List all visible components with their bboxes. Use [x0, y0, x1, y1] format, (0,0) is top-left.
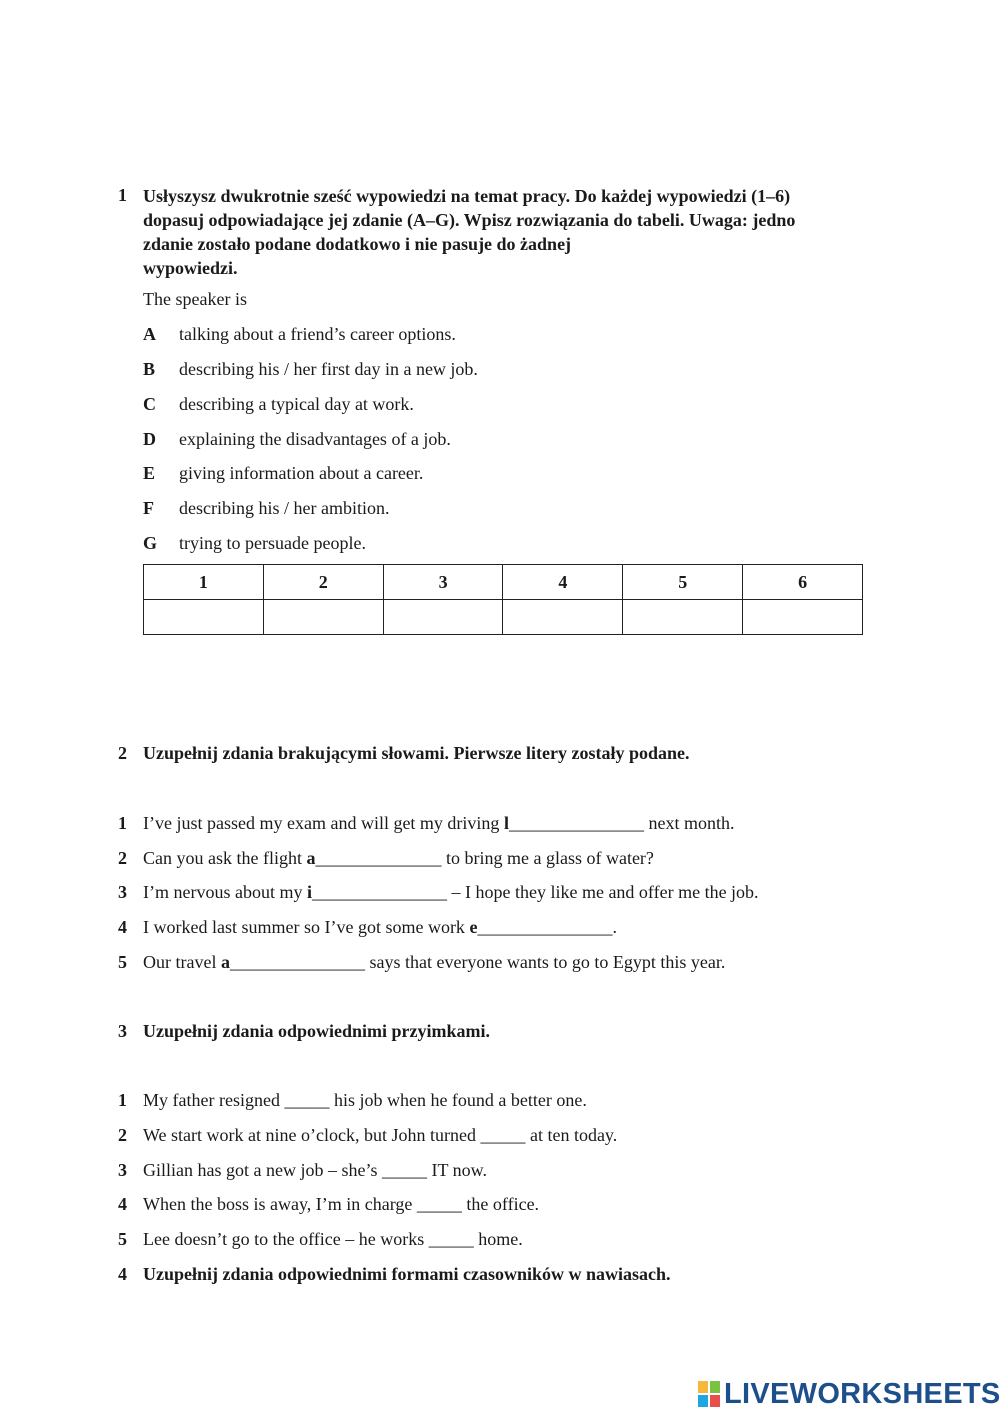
item-number: 5	[118, 952, 127, 972]
answer-input-cell-4[interactable]	[503, 600, 623, 635]
option-text: trying to persuade people.	[179, 533, 366, 553]
gap-fill-sentence	[143, 952, 725, 973]
instruction-line: dopasuj odpowiadające jej zdanie (A–G). Wpisz rozwiązania do tabeli. Uwaga: jedno	[143, 210, 796, 230]
exercise-4-instruction: Uzupełnij zdania odpowiednimi formami czasowników w nawiasach.	[143, 1264, 671, 1284]
sentence-start: I worked last summer so I’ve got some work	[143, 917, 470, 937]
logo-text: LIVEWORKSHEETS	[724, 1377, 1000, 1410]
answer-header-cell: 2	[263, 565, 383, 600]
answer-header-cell: 5	[623, 565, 743, 600]
item-number: 2	[118, 1125, 127, 1145]
option-letter: E	[143, 463, 156, 483]
option-letter: C	[143, 394, 156, 414]
option-letter: A	[143, 324, 156, 344]
first-letter: a	[306, 848, 316, 868]
first-letter: e	[469, 917, 478, 937]
answer-header-cell: 6	[743, 565, 863, 600]
sentence-end: .	[612, 917, 617, 937]
sentence-end: says that everyone wants to go to Egypt this year.	[364, 952, 726, 972]
answer-table-input-row	[144, 600, 863, 635]
exercise-3-number: 3	[118, 1021, 127, 1041]
item-number: 2	[118, 848, 127, 868]
option-text: talking about a friend’s career options.	[179, 324, 456, 344]
sentence-end: – I hope they like me and offer me the job.	[446, 882, 759, 902]
preposition-sentence[interactable]: My father resigned _____ his job when he found a better one.	[143, 1090, 587, 1110]
answer-blank[interactable]: _______________	[477, 917, 613, 937]
sentence-end: next month.	[643, 813, 735, 833]
sentence-start: I’m nervous about my	[143, 882, 307, 902]
sentence-start: I’ve just passed my exam and will get my driving	[143, 813, 504, 833]
gap-fill-sentence	[143, 917, 617, 938]
answer-header-cell: 1	[144, 565, 264, 600]
sentence-start: Our travel	[143, 952, 221, 972]
item-number: 1	[118, 813, 127, 833]
gap-fill-sentence	[143, 882, 759, 903]
exercise-1-number: 1	[118, 185, 127, 205]
exercise-1-instruction	[143, 184, 883, 280]
option-text: describing his / her first day in a new job.	[179, 359, 478, 379]
instruction-line: wypowiedzi.	[143, 258, 238, 278]
answer-input-cell-3[interactable]	[383, 600, 503, 635]
gap-fill-sentence	[143, 813, 734, 834]
first-letter: a	[220, 952, 230, 972]
liveworksheets-logo-icon	[698, 1381, 720, 1407]
answer-header-cell: 3	[383, 565, 503, 600]
answer-blank[interactable]: _______________	[311, 882, 447, 902]
option-text: describing a typical day at work.	[179, 394, 414, 414]
item-number: 5	[118, 1229, 127, 1249]
answer-input-cell-5[interactable]	[623, 600, 743, 635]
answer-input-cell-2[interactable]	[263, 600, 383, 635]
answer-blank[interactable]: _______________	[229, 952, 365, 972]
answer-input-cell-1[interactable]	[144, 600, 264, 635]
item-number: 4	[118, 917, 127, 937]
item-number: 3	[118, 882, 127, 902]
option-letter: F	[143, 498, 154, 518]
answer-header-cell: 4	[503, 565, 623, 600]
option-letter: D	[143, 429, 156, 449]
first-letter: i	[306, 882, 312, 902]
exercise-4-number: 4	[118, 1264, 127, 1284]
option-letter: B	[143, 359, 156, 379]
preposition-sentence[interactable]: Lee doesn’t go to the office – he works _____ home.	[143, 1229, 523, 1249]
answer-table-header-row	[144, 565, 863, 600]
gap-fill-sentence	[143, 848, 654, 869]
option-letter: G	[143, 533, 158, 553]
preposition-sentence[interactable]: When the boss is away, I’m in charge _____ the office.	[143, 1194, 540, 1214]
option-text: describing his / her ambition.	[179, 498, 390, 518]
liveworksheets-logo	[698, 1378, 1000, 1410]
item-number: 3	[118, 1160, 127, 1180]
item-number: 4	[118, 1194, 127, 1214]
answer-table	[143, 564, 863, 635]
exercise-3-instruction: Uzupełnij zdania odpowiednimi przyimkami.	[143, 1021, 491, 1041]
instruction-line: Usłyszysz dwukrotnie sześć wypowiedzi na temat pracy. Do każdej wypowiedzi (1–6)	[143, 186, 791, 206]
answer-input-cell-6[interactable]	[743, 600, 863, 635]
preposition-sentence[interactable]: Gillian has got a new job – she’s _____ IT now.	[143, 1160, 487, 1180]
sentence-start: Can you ask the flight	[143, 848, 307, 868]
answer-blank[interactable]: _______________	[508, 813, 644, 833]
exercise-2-instruction: Uzupełnij zdania brakującymi słowami. Pierwsze litery zostały podane.	[143, 743, 690, 763]
option-text: explaining the disadvantages of a job.	[179, 429, 451, 449]
instruction-line: zdanie zostało podane dodatkowo i nie pasuje do żadnej	[143, 234, 572, 254]
first-letter: l	[503, 813, 509, 833]
sentence-end: to bring me a glass of water?	[441, 848, 654, 868]
speaker-lead: The speaker is	[143, 289, 247, 309]
answer-blank[interactable]: ______________	[315, 848, 442, 868]
preposition-sentence[interactable]: We start work at nine o’clock, but John turned _____ at ten today.	[143, 1125, 618, 1145]
item-number: 1	[118, 1090, 127, 1110]
exercise-2-number: 2	[118, 743, 127, 763]
option-text: giving information about a career.	[179, 463, 424, 483]
